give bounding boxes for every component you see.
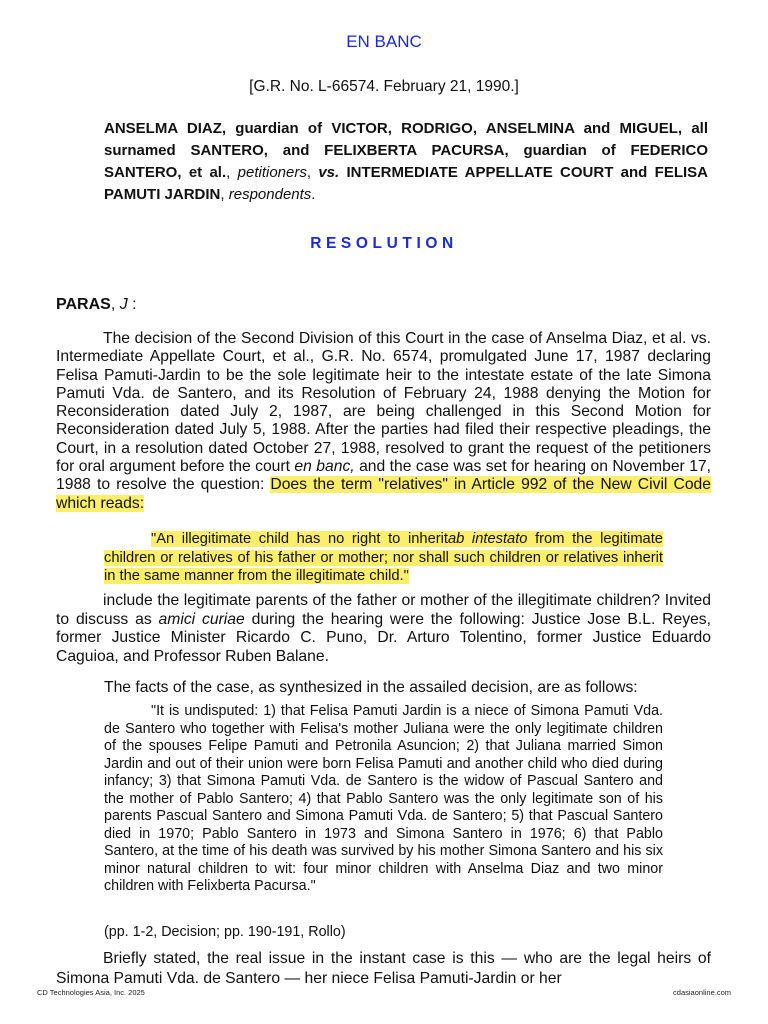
respondents-label: respondents (228, 186, 312, 203)
paragraph-text: during the hearing were the following: Justice Jose B.L. Reyes, former Justice Minister Ricardo C. Puno, Dr. Arturo Tolentino, former Justice Eduardo Caguioa, and Professor Ruben Balane. (56, 610, 711, 665)
period: . (311, 186, 316, 203)
highlighted-question: Does the term "relatives" in Article 992 of the New Civil Code which reads: (56, 476, 711, 512)
quote-text: from the legitimate children or relatives of his father or mother; nor shall such children or relatives inherit in the same manner from the illegitimate child." (104, 531, 663, 585)
article-992-quote (104, 530, 663, 586)
resolution-title: RESOLUTION (310, 235, 458, 252)
colon: : (127, 296, 137, 313)
case-parties (104, 118, 708, 206)
body-paragraph-1 (56, 330, 711, 513)
quote-text: "An illegitimate child has no right to inherit (151, 531, 448, 547)
ponente-line (56, 296, 137, 314)
footer-website: cdasiaonline.com (673, 988, 731, 997)
footer-copyright: CD Technologies Asia, Inc. 2025 (37, 988, 145, 997)
quote-text: "It is undisputed: 1) that Felisa Pamuti Jardin is a niece of Simona Pamuti Vda. de Santero who together with Felisa's mother Juliana were the only legitimate children of the spouses Felipe Pamuti and Petronila Asuncion; 2) that Juliana married Simon Jardin and out of their union were born Felisa Pamuti and another child who died during infancy; 3) that Simona Pamuti Vda. de Santero is the widow of Pascual Santero and the mother of Pablo Santero; 4) that Pablo Santero was the only legitimate son of his parents Pascual Santero and Simona Pamuti Vda. de Santero; 5) that Pascual Santero died in 1970; Pablo Santero in 1973 and Simona Santero in 1976; 6) that Pablo Santero, at the time of his death was survived by his mother Simona Santero and his six minor natural children to wit: four minor children with Anselma Diaz and two minor children with Felixberta Pacursa." (104, 703, 663, 894)
body-paragraph-3: The facts of the case, as synthesized in the assailed decision, are as follows: (104, 679, 638, 696)
case-number: [G.R. No. L-66574. February 21, 1990.] (249, 78, 519, 95)
division-heading: EN BANC (346, 32, 422, 51)
body-paragraph-2 (56, 592, 711, 666)
paragraph-text: and the case was set for hearing on November 17, 1988 to resolve the question: (56, 458, 712, 494)
separator: , (226, 164, 238, 181)
paragraph-text: include the legitimate parents of the father or mother of the illegitimate children? Invited to discuss as (56, 592, 711, 628)
quote-italic: ab intestato (447, 531, 528, 547)
versus-label: vs. (318, 164, 340, 181)
separator: , (110, 296, 120, 313)
respondent-names: INTERMEDIATE APPELLATE COURT and FELISA PAMUTI JARDIN (104, 164, 708, 203)
facts-quote (104, 703, 663, 896)
paragraph-text: Briefly stated, the real issue in the instant case is this — who are the legal heirs of Simona Pamuti Vda. de Santero — her niece Felisa Pamuti-Jardin or her (56, 950, 711, 987)
petitioner-names: ANSELMA DIAZ, guardian of VICTOR, RODRIGO, ANSELMINA and MIGUEL, all surnamed SANTERO, and FELIXBERTA PACURSA, guardian of FEDERICO SANTERO, et al. (104, 120, 708, 181)
ponente-name: PARAS (56, 296, 111, 313)
body-paragraph-4 (56, 949, 711, 989)
petitioners-label: petitioners (237, 164, 307, 181)
ponente-title: J (119, 296, 128, 313)
citation: (pp. 1-2, Decision; pp. 190-191, Rollo) (104, 924, 346, 940)
paragraph-text: The decision of the Second Division of this Court in the case of Anselma Diaz, et al. vs. Intermediate Appellate Court, et al., G.R. No. 6574, promulgated June 17, 1987 declaring Felisa Pamuti-Jardin to be the sole legitimate heir to the intestate estate of the late Simona Pamuti Vda. de Santero, and its Resolution of February 24, 1988 denying the Motion for Reconsideration dated July 2, 1987, are being challenged in this Second Motion for Reconsideration dated July 5, 1988. After the parties had filed their respective pleadings, the Court, in a resolution dated October 27, 1988, resolved to grant the request of the petitioners for oral argument before the court (56, 330, 711, 476)
separator: , (220, 186, 229, 203)
paragraph-italic: amici curiae (158, 610, 245, 628)
paragraph-italic: en banc, (294, 458, 355, 476)
separator: , (306, 164, 319, 181)
